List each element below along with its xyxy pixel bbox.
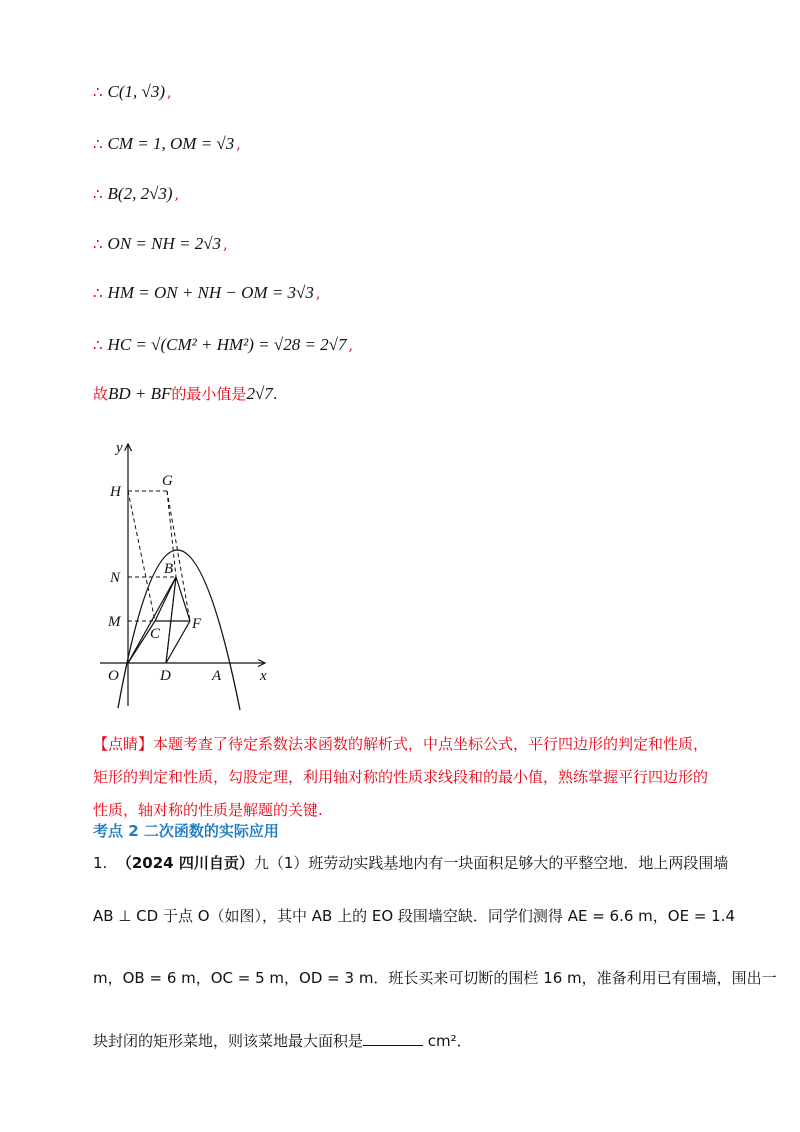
label-B: B: [164, 561, 174, 577]
label-O: O: [108, 668, 119, 684]
step-expression: CM = 1, OM = √3: [107, 134, 235, 153]
label-D: D: [160, 668, 171, 684]
step-punctuation: ,: [348, 338, 353, 354]
conclusion-value: 2√7: [246, 384, 273, 403]
step-expression: B(2, 2√3): [107, 184, 173, 203]
step-expression: ON = NH = 2√3: [107, 234, 222, 253]
question-number: 1.: [93, 854, 108, 872]
step-6: [93, 335, 353, 355]
step-punctuation: ,: [236, 137, 241, 153]
therefore-symbol: ∴: [93, 336, 102, 354]
comment-tag: 【点睛】: [93, 735, 154, 753]
figure-svg: [100, 438, 280, 713]
answer-unit: cm²．: [427, 1032, 472, 1050]
section-title: 考点 2 二次函数的实际应用: [93, 822, 279, 840]
question-text-1: 九（1）班劳动实践基地内有一块面积足够大的平整空地．地上两段围墙: [253, 854, 729, 872]
step-4: [93, 234, 228, 254]
conclusion-period: .: [272, 385, 278, 403]
question-text-2: AB ⊥ CD 于点 O（如图），其中 AB 上的 EO 段围墙空缺．同学们测得 AE = 6.6 m，OE = 1.4: [93, 907, 736, 925]
comment-block: [93, 728, 718, 827]
label-C: C: [150, 626, 161, 642]
segment-OB: [128, 577, 176, 663]
step-5: [93, 283, 320, 303]
therefore-symbol: ∴: [93, 235, 102, 253]
segment-GF: [167, 491, 190, 621]
label-H: H: [110, 484, 121, 500]
label-M: M: [108, 614, 121, 630]
parabola-curve: [118, 550, 240, 710]
step-3: [93, 184, 179, 204]
label-F: F: [192, 616, 202, 632]
step-punctuation: ,: [223, 237, 228, 253]
step-expression: HC = √(CM² + HM²) = √28 = 2√7: [107, 335, 347, 354]
segment-HC: [128, 491, 155, 621]
question-source: （2024 四川自贡）: [116, 854, 254, 872]
question-line-4: [93, 1030, 472, 1051]
label-G: G: [162, 473, 173, 489]
conclusion-prefix: 故: [93, 385, 109, 403]
conclusion-text: 的最小值是: [171, 385, 247, 403]
question-line-2: [93, 905, 735, 926]
comment-text: 本题考查了待定系数法求函数的解析式，中点坐标公式，平行四边形的判定和性质，矩形的判定和性质，勾股定理，利用轴对称的性质求线段和的最小值，熟练掌握平行四边形的性质，轴对称的性质是解题的关键.: [93, 735, 709, 819]
label-x: x: [260, 668, 267, 684]
therefore-symbol: ∴: [93, 83, 102, 101]
question-text-3: m，OB = 6 m，OC = 5 m，OD = 3 m．班长买来可切断的围栏 16 m，准备利用已有围墙，围出一: [93, 969, 777, 987]
label-A: A: [212, 668, 222, 684]
therefore-symbol: ∴: [93, 135, 102, 153]
step-1: [93, 82, 172, 102]
answer-blank[interactable]: [363, 1031, 423, 1046]
conclusion-expression: BD + BF: [108, 384, 172, 403]
step-2: [93, 134, 241, 154]
therefore-symbol: ∴: [93, 185, 102, 203]
step-punctuation: ,: [167, 85, 172, 101]
label-y: y: [116, 440, 123, 456]
question-line-1: [93, 852, 728, 873]
step-punctuation: ,: [174, 187, 180, 203]
label-N: N: [110, 570, 121, 586]
conclusion-line: [93, 383, 278, 404]
parabola-figure: [100, 438, 280, 717]
segment-DB: [166, 577, 176, 663]
step-expression: C(1, √3): [107, 82, 166, 101]
question-line-3: [93, 967, 777, 988]
question-text-4: 块封闭的矩形菜地，则该菜地最大面积是: [93, 1032, 364, 1050]
therefore-symbol: ∴: [93, 284, 102, 302]
step-punctuation: ,: [315, 286, 321, 302]
step-expression: HM = ON + NH − OM = 3√3: [107, 283, 314, 302]
